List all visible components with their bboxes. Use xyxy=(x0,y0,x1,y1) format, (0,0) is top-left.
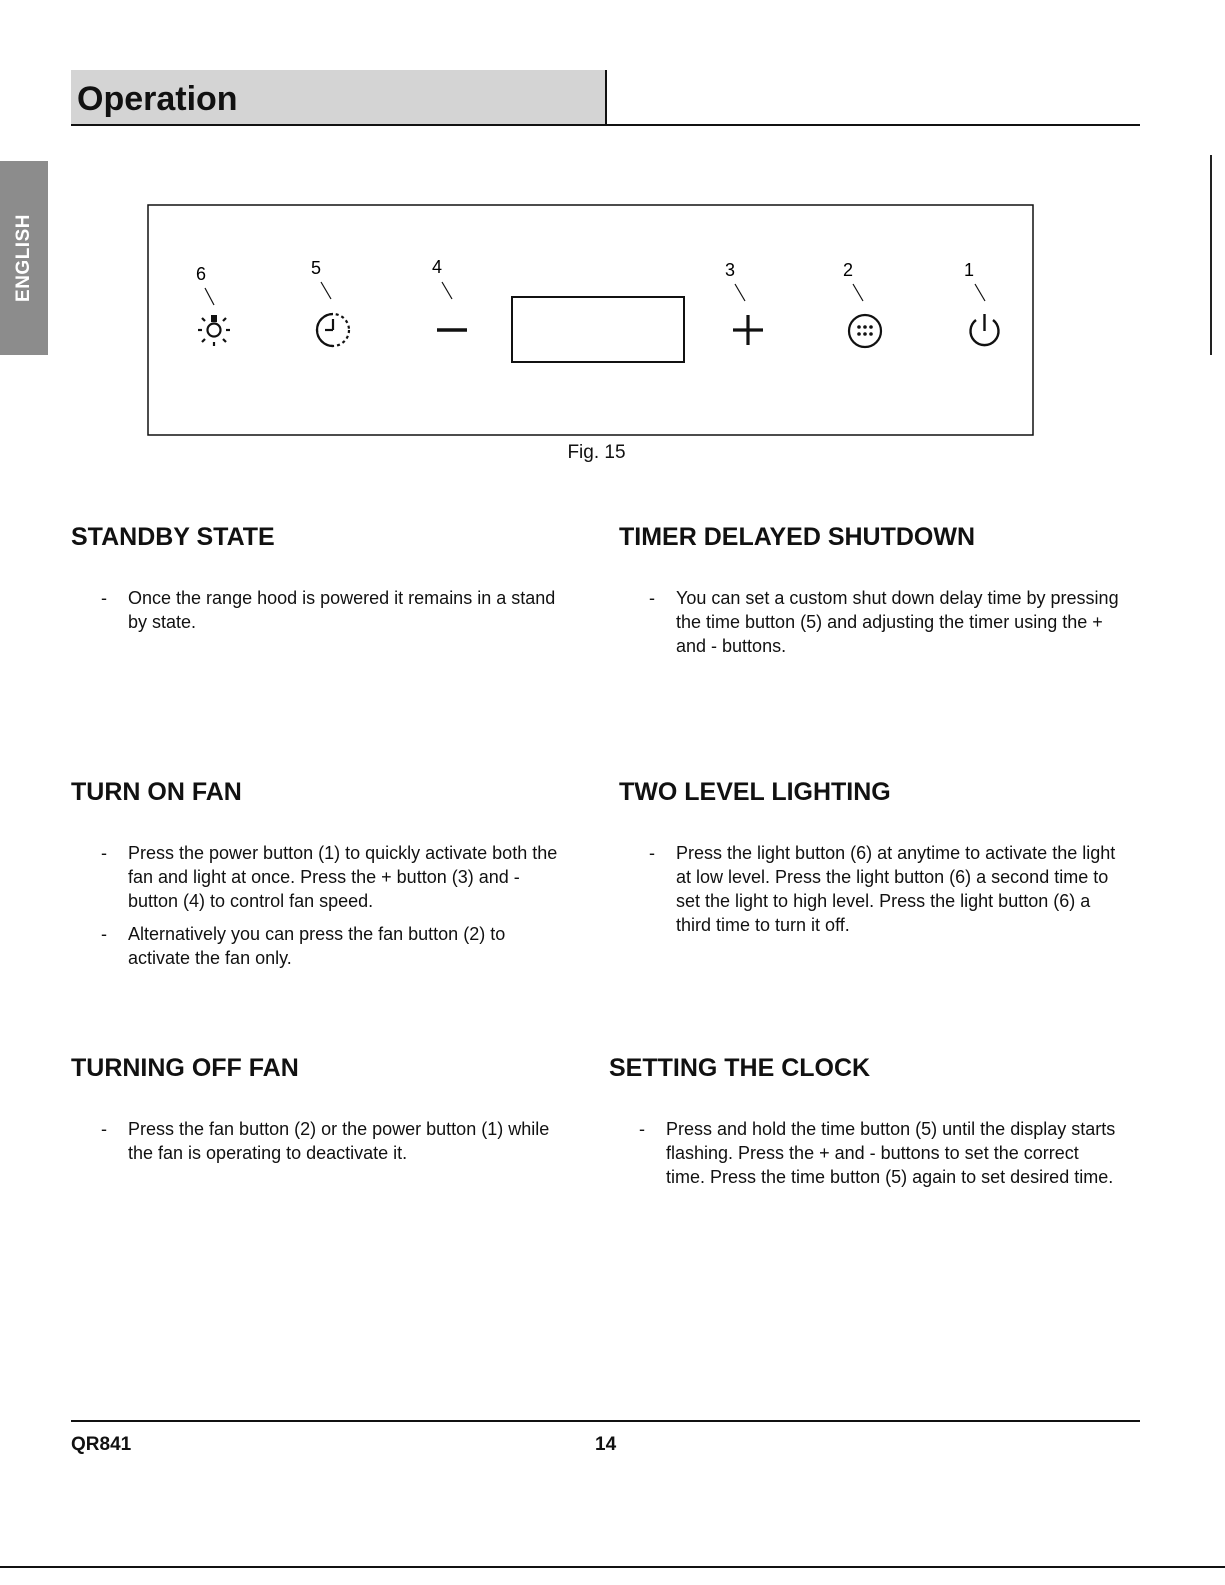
page-bottom-line xyxy=(0,1566,1225,1568)
bullet-item: - Press the light button (6) at anytime to activate the light at low level. Press the light button (6) a second time to set the light to high level. Press the light button (6) a third time to turn it off. xyxy=(649,843,1116,935)
display-window xyxy=(512,297,684,362)
control-panel-figure xyxy=(147,204,1034,436)
button-4-number: 4 xyxy=(431,257,443,277)
figure-caption: Fig. 15 xyxy=(567,442,626,463)
bullet-list xyxy=(71,586,571,634)
page-number: 14 xyxy=(595,1434,617,1455)
language-tab-label: ENGLISH xyxy=(13,214,34,302)
section-standby-state xyxy=(71,523,571,643)
button-1-number: 1 xyxy=(963,260,975,280)
bullet-item: - Once the range hood is powered it remains in a stand by state. xyxy=(101,588,556,632)
bullet-list xyxy=(71,1117,571,1165)
bullet-item: - Press the fan button (2) or the power button (1) while the fan is operating to deactivate it. xyxy=(101,1119,550,1163)
section-turn-on-fan xyxy=(71,778,571,979)
bullet-item: - You can set a custom shut down delay time by pressing the time button (5) and adjusting the timer using the + and - buttons. xyxy=(649,588,1119,656)
header-rule xyxy=(71,124,1140,126)
section-title: TURNING OFF FAN xyxy=(71,1054,299,1082)
bullet-list xyxy=(619,586,1119,658)
footer-model-number: QR841 xyxy=(71,1434,132,1455)
section-title: TIMER DELAYED SHUTDOWN xyxy=(619,523,976,551)
section-turning-off-fan xyxy=(71,1054,571,1174)
section-setting-the-clock xyxy=(609,1054,1119,1198)
section-title: TWO LEVEL LIGHTING xyxy=(619,778,891,806)
page-edge-mark xyxy=(1210,155,1212,355)
section-title: SETTING THE CLOCK xyxy=(609,1054,871,1082)
page-title: Operation xyxy=(77,80,238,118)
button-6-number: 6 xyxy=(195,264,207,284)
section-title: STANDBY STATE xyxy=(71,523,275,551)
bullet-list xyxy=(609,1117,1119,1189)
bullet-item: - Alternatively you can press the fan button (2) to activate the fan only. xyxy=(101,924,506,968)
section-timer-delayed-shutdown xyxy=(619,523,1119,667)
bullet-list xyxy=(71,841,571,970)
button-2-number: 2 xyxy=(842,260,854,280)
button-5-number: 5 xyxy=(310,258,322,278)
bullet-item: - Press and hold the time button (5) until the display starts flashing. Press the + and - buttons to set the correct time. Press the time button (5) again to set desired time. xyxy=(639,1119,1116,1187)
bullet-list xyxy=(619,841,1119,937)
section-title: TURN ON FAN xyxy=(71,778,242,806)
footer-rule xyxy=(71,1420,1140,1422)
section-two-level-lighting xyxy=(619,778,1119,946)
bullet-item: - Press the power button (1) to quickly activate both the fan and light at once. Press the + button (3) and - button (4) to control fan speed. xyxy=(101,843,558,911)
button-3-number: 3 xyxy=(724,260,736,280)
header-divider xyxy=(605,70,607,126)
